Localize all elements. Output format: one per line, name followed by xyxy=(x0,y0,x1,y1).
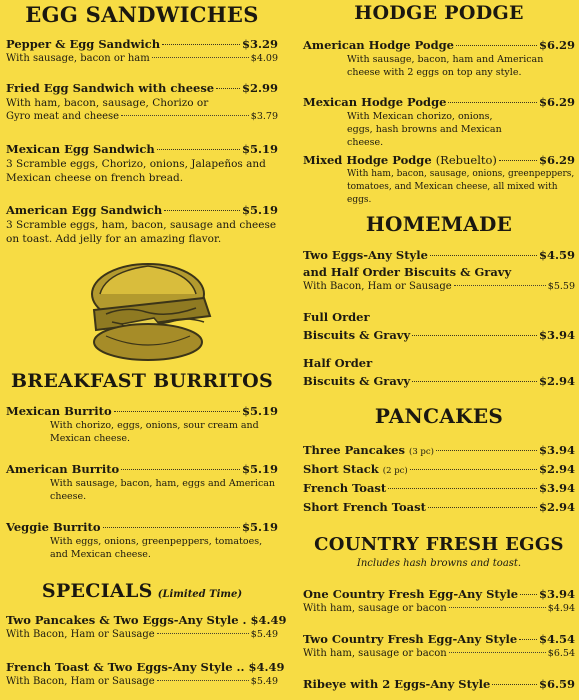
menu-item-pepper-egg xyxy=(6,37,278,66)
menu-item-half-biscuits xyxy=(303,356,575,389)
item-name: Ribeye with 2 Eggs-Any Style xyxy=(303,677,491,691)
item-name: Mixed Hodge Podge xyxy=(303,153,432,167)
item-price: $6.29 xyxy=(538,153,575,167)
item-name: Mexican Egg Sandwich xyxy=(6,142,155,156)
item-name-line2: Biscuits & Gravy xyxy=(303,328,411,342)
specials-note: (Limited Time) xyxy=(157,589,243,600)
item-price: $3.94 xyxy=(538,481,575,495)
menu-item-mexican-egg xyxy=(6,142,278,185)
item-quantity: (3 pc) xyxy=(409,447,434,457)
menu-item-short-french-toast xyxy=(303,500,575,515)
item-option-price: $5.49 xyxy=(250,676,278,687)
menu-item-french-toast xyxy=(303,481,575,496)
item-option: With Bacon, Ham or Sausage xyxy=(6,629,155,640)
menu-item-mixed-hodge-podge xyxy=(303,153,575,207)
item-price: $3.29 xyxy=(241,37,278,51)
item-option-price: $4.09 xyxy=(250,53,278,64)
item-quantity: (2 pc) xyxy=(382,466,408,476)
item-price: $2.94 xyxy=(538,500,575,514)
item-name: Mexican Burrito xyxy=(6,404,112,418)
menu-item-short-stack xyxy=(303,462,575,479)
item-price: $5.19 xyxy=(241,404,278,418)
item-name: Two Country Fresh Egg-Any Style xyxy=(303,632,518,646)
menu-item-french-toast-special xyxy=(6,660,285,689)
item-option-price: $3.79 xyxy=(250,111,278,122)
item-name-line2: and Half Order Biscuits & Gravy xyxy=(303,265,512,279)
item-name: Fried Egg Sandwich with cheese xyxy=(6,81,215,95)
menu-item-eggs-biscuits xyxy=(303,248,575,294)
item-description: With chorizo, eggs, onions, sour cream and Mexican cheese. xyxy=(50,420,259,444)
item-description: With ham, bacon, sausage, onions, greenpeppers, tomatoes, and Mexican cheese, all mixed with eggs. xyxy=(347,169,575,205)
item-price: $2.94 xyxy=(538,374,575,388)
item-option-price: $4.94 xyxy=(547,603,575,614)
item-price: $2.94 xyxy=(538,462,575,476)
item-name-line1: Full Order xyxy=(303,310,370,324)
item-description: With sausage, bacon, ham, eggs and American cheese. xyxy=(50,478,276,502)
egg-sandwiches-title: EGG SANDWICHES xyxy=(25,2,259,27)
menu-item-pancakes-eggs-special xyxy=(6,613,287,642)
menu-item-mexican-hodge-podge xyxy=(303,95,575,149)
item-price: $3.94 xyxy=(538,443,575,457)
item-description: With eggs, onions, greenpeppers, tomatoes, and Mexican cheese. xyxy=(50,536,263,560)
menu-item-american-burrito xyxy=(6,462,278,503)
item-price: $3.94 xyxy=(538,328,575,342)
item-option-price: $5.59 xyxy=(547,281,575,292)
item-price: $4.54 xyxy=(538,632,575,646)
item-price: $6.59 xyxy=(538,677,575,691)
item-name-extra: (Rebuelto) xyxy=(435,153,497,167)
item-name-line1: Two Eggs-Any Style xyxy=(303,248,428,262)
item-price: $4.49 xyxy=(248,660,285,674)
item-option: With Bacon, Ham or Sausage xyxy=(6,676,155,687)
item-price: $2.99 xyxy=(241,81,278,95)
menu-item-fried-egg xyxy=(6,81,278,124)
country-fresh-eggs-subtitle: Includes hash browns and toast. xyxy=(356,558,522,569)
item-price: $5.19 xyxy=(241,142,278,156)
item-description: With ham, bacon, sausage, Chorizo or xyxy=(6,97,209,109)
item-name: Mexican Hodge Podge xyxy=(303,95,447,109)
item-name: French Toast xyxy=(303,481,387,495)
menu-item-veggie-burrito xyxy=(6,520,278,561)
item-price: $3.94 xyxy=(538,587,575,601)
item-name: American Hodge Podge xyxy=(303,38,454,52)
menu-item-ribeye xyxy=(303,677,575,692)
item-option: With Bacon, Ham or Sausage xyxy=(303,281,452,292)
item-price: $5.19 xyxy=(241,203,278,217)
item-name: Short French Toast xyxy=(303,500,426,514)
item-name: Two Pancakes & Two Eggs-Any Style . xyxy=(6,613,247,627)
item-price: $6.29 xyxy=(538,38,575,52)
item-description: With Mexican chorizo, onions, eggs, hash browns and Mexican cheese. xyxy=(347,111,502,148)
item-name: Veggie Burrito xyxy=(6,520,101,534)
menu-item-one-egg xyxy=(303,587,575,616)
item-description: With sausage, bacon, ham and American cheese with 2 eggs on top any style. xyxy=(347,54,544,78)
item-price: $5.19 xyxy=(241,520,278,534)
item-name: American Burrito xyxy=(6,462,120,476)
pancakes-title: PANCAKES xyxy=(374,404,504,428)
item-option: With sausage, bacon or ham xyxy=(6,53,150,64)
breakfast-burritos-title: BREAKFAST BURRITOS xyxy=(10,370,274,392)
item-price: $4.49 xyxy=(250,613,287,627)
sandwich-illustration xyxy=(86,258,216,366)
menu-item-three-pancakes xyxy=(303,443,575,460)
item-name: Three Pancakes xyxy=(303,443,405,457)
item-option: With ham, sausage or bacon xyxy=(303,603,447,614)
hodge-podge-title: HODGE PODGE xyxy=(354,2,524,24)
item-name-line2: Biscuits & Gravy xyxy=(303,374,411,388)
homemade-title: HOMEMADE xyxy=(365,212,513,236)
specials-title: SPECIALS xyxy=(41,580,153,602)
menu-item-mexican-burrito xyxy=(6,404,278,445)
item-option-price: $6.54 xyxy=(547,648,575,659)
menu-item-two-eggs xyxy=(303,632,575,661)
item-price: $4.59 xyxy=(538,248,575,262)
item-name: American Egg Sandwich xyxy=(6,203,163,217)
item-option: Gyro meat and cheese xyxy=(6,111,120,122)
item-name: Pepper & Egg Sandwich xyxy=(6,37,161,51)
item-name-line1: Half Order xyxy=(303,356,373,370)
menu-item-american-egg xyxy=(6,203,278,246)
item-name: French Toast & Two Eggs-Any Style .. xyxy=(6,660,245,674)
item-description: 3 Scramble eggs, ham, bacon, sausage and cheese on toast. Add jelly for an amazing flavor. xyxy=(6,219,277,245)
item-price: $6.29 xyxy=(538,95,575,109)
menu-item-full-biscuits xyxy=(303,310,575,343)
item-description: 3 Scramble eggs, Chorizo, onions, Jalapeños and Mexican cheese on french bread. xyxy=(6,158,266,184)
item-price: $5.19 xyxy=(241,462,278,476)
item-option: With ham, sausage or bacon xyxy=(303,648,447,659)
specials-heading xyxy=(6,582,278,601)
item-name: One Country Fresh Egg-Any Style xyxy=(303,587,519,601)
item-option-price: $5.49 xyxy=(250,629,278,640)
country-fresh-eggs-title: COUNTRY FRESH EGGS xyxy=(314,534,564,555)
item-name: Short Stack xyxy=(303,462,379,476)
menu-item-american-hodge-podge xyxy=(303,38,575,79)
